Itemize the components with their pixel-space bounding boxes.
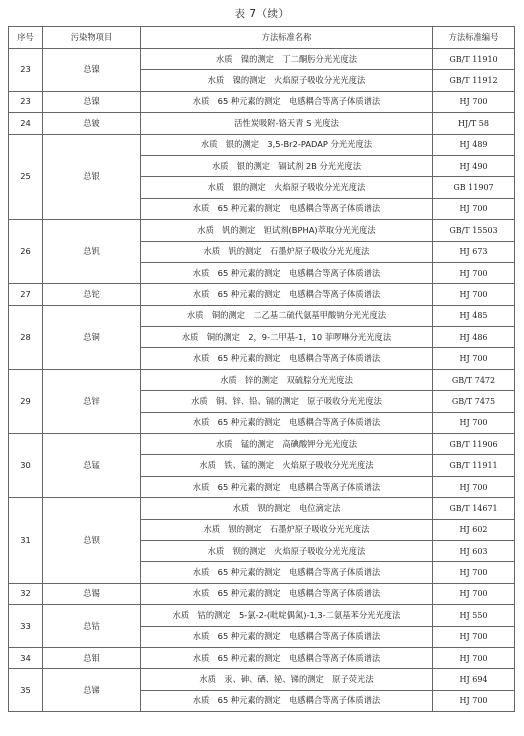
method-name-cell: 水质 65 种元素的测定 电感耦合等离子体质谱法: [141, 647, 433, 668]
method-name-cell: 水质 65 种元素的测定 电感耦合等离子体质谱法: [141, 412, 433, 433]
table-row: [9, 583, 515, 604]
method-code-cell: HJ 700: [433, 284, 515, 305]
method-code-cell: HJ 700: [433, 647, 515, 668]
table-row: [9, 669, 515, 690]
method-name-cell: 水质 铜、锌、铅、镉的测定 原子吸收分光光度法: [141, 391, 433, 412]
method-code-cell: HJ 700: [433, 348, 515, 369]
method-name-cell: 水质 65 种元素的测定 电感耦合等离子体质谱法: [141, 262, 433, 283]
header-pollutant-item: 污染物项目: [43, 27, 141, 49]
serial-no-cell: 23: [9, 91, 43, 112]
method-name-cell: 水质 65 种元素的测定 电感耦合等离子体质谱法: [141, 91, 433, 112]
method-name-cell: 水质 锰的测定 高碘酸钾分光光度法: [141, 434, 433, 455]
method-code-cell: GB/T 7472: [433, 369, 515, 390]
method-code-cell: HJ 700: [433, 476, 515, 497]
method-name-cell: 水质 锌的测定 双硫腙分光光度法: [141, 369, 433, 390]
table-row: [9, 284, 515, 305]
method-code-cell: HJ 486: [433, 327, 515, 348]
serial-no-cell: 34: [9, 647, 43, 668]
method-name-cell: 水质 65 种元素的测定 电感耦合等离子体质谱法: [141, 562, 433, 583]
table-row: [9, 647, 515, 668]
serial-no-cell: 25: [9, 134, 43, 220]
method-code-cell: HJ 673: [433, 241, 515, 262]
method-name-cell: 活性炭吸附-铬天青 S 光度法: [141, 113, 433, 134]
pollutant-item-cell: 总镍: [43, 91, 141, 112]
method-code-cell: HJ 700: [433, 583, 515, 604]
method-name-cell: 水质 65 种元素的测定 电感耦合等离子体质谱法: [141, 284, 433, 305]
pollutant-item-cell: 总钴: [43, 605, 141, 648]
method-code-cell: GB/T 11910: [433, 49, 515, 70]
serial-no-cell: 33: [9, 605, 43, 648]
method-code-cell: HJ 700: [433, 91, 515, 112]
method-code-cell: HJ 550: [433, 605, 515, 626]
method-code-cell: HJ 700: [433, 262, 515, 283]
method-name-cell: 水质 铜的测定 二乙基二硫代氨基甲酸钠分光光度法: [141, 305, 433, 326]
table-row: [9, 134, 515, 155]
method-code-cell: HJ 489: [433, 134, 515, 155]
table-row: [9, 113, 515, 134]
pollutant-item-cell: 总锡: [43, 583, 141, 604]
method-name-cell: 水质 钴的测定 5-氯-2-(吡啶偶氮)-1,3-二氨基苯分光光度法: [141, 605, 433, 626]
header-method-code: 方法标准编号: [433, 27, 515, 49]
method-code-cell: GB/T 7475: [433, 391, 515, 412]
method-name-cell: 水质 65 种元素的测定 电感耦合等离子体质谱法: [141, 583, 433, 604]
pollutant-item-cell: 总铜: [43, 305, 141, 369]
pollutant-item-cell: 总钒: [43, 220, 141, 284]
method-name-cell: 水质 铁、锰的测定 火焰原子吸收分光光度法: [141, 455, 433, 476]
pollutant-item-cell: 总银: [43, 134, 141, 220]
pollutant-item-cell: 总锰: [43, 434, 141, 498]
header-method-name: 方法标准名称: [141, 27, 433, 49]
pollutant-item-cell: 总锌: [43, 369, 141, 433]
method-name-cell: 水质 铜的测定 2，9-二甲基-1，10 菲啰啉分光光度法: [141, 327, 433, 348]
method-code-cell: HJ 485: [433, 305, 515, 326]
method-code-cell: HJ 603: [433, 540, 515, 561]
method-name-cell: 水质 钒的测定 钽试剂(BPHA)萃取分光光度法: [141, 220, 433, 241]
table-row: [9, 91, 515, 112]
method-code-cell: GB/T 14671: [433, 498, 515, 519]
method-code-cell: HJ 694: [433, 669, 515, 690]
serial-no-cell: 27: [9, 284, 43, 305]
table-header-row: [9, 27, 515, 49]
serial-no-cell: 28: [9, 305, 43, 369]
method-code-cell: HJ 602: [433, 519, 515, 540]
serial-no-cell: 31: [9, 498, 43, 584]
table-title: 表 7（续）: [234, 8, 290, 20]
method-name-cell: 水质 银的测定 火焰原子吸收分光光度法: [141, 177, 433, 198]
method-name-cell: 水质 银的测定 镉试剂 2B 分光光度法: [141, 155, 433, 176]
table-row: [9, 605, 515, 626]
method-name-cell: 水质 65 种元素的测定 电感耦合等离子体质谱法: [141, 476, 433, 497]
serial-no-cell: 23: [9, 49, 43, 92]
table-row: [9, 220, 515, 241]
header-serial-no: 序号: [9, 27, 43, 49]
method-code-cell: HJ 700: [433, 562, 515, 583]
method-name-cell: 水质 镍的测定 火焰原子吸收分光光度法: [141, 70, 433, 91]
table-row: [9, 49, 515, 70]
serial-no-cell: 35: [9, 669, 43, 712]
method-name-cell: 水质 银的测定 3,5-Br2-PADAP 分光光度法: [141, 134, 433, 155]
method-name-cell: 水质 钡的测定 石墨炉原子吸收分光光度法: [141, 519, 433, 540]
method-code-cell: HJ 700: [433, 626, 515, 647]
pollutant-item-cell: 总铊: [43, 284, 141, 305]
serial-no-cell: 30: [9, 434, 43, 498]
method-code-cell: GB/T 11906: [433, 434, 515, 455]
method-code-cell: HJ 490: [433, 155, 515, 176]
method-code-cell: HJ 700: [433, 690, 515, 711]
method-name-cell: 水质 钡的测定 火焰原子吸收分光光度法: [141, 540, 433, 561]
method-name-cell: 水质 汞、砷、硒、铋、锑的测定 原子荧光法: [141, 669, 433, 690]
serial-no-cell: 24: [9, 113, 43, 134]
method-code-cell: HJ/T 58: [433, 113, 515, 134]
method-name-cell: 水质 镍的测定 丁二酮肟分光光度法: [141, 49, 433, 70]
table-row: [9, 498, 515, 519]
table-row: [9, 305, 515, 326]
method-code-cell: GB/T 11911: [433, 455, 515, 476]
method-standards-table: [8, 26, 515, 712]
table-row: [9, 434, 515, 455]
method-code-cell: GB/T 15503: [433, 220, 515, 241]
pollutant-item-cell: 总铍: [43, 113, 141, 134]
pollutant-item-cell: 总钼: [43, 647, 141, 668]
method-code-cell: GB/T 11912: [433, 70, 515, 91]
pollutant-item-cell: 总锑: [43, 669, 141, 712]
pollutant-item-cell: 总钡: [43, 498, 141, 584]
table-row: [9, 369, 515, 390]
method-code-cell: GB 11907: [433, 177, 515, 198]
serial-no-cell: 29: [9, 369, 43, 433]
method-code-cell: HJ 700: [433, 412, 515, 433]
method-name-cell: 水质 65 种元素的测定 电感耦合等离子体质谱法: [141, 348, 433, 369]
serial-no-cell: 26: [9, 220, 43, 284]
serial-no-cell: 32: [9, 583, 43, 604]
method-name-cell: 水质 65 种元素的测定 电感耦合等离子体质谱法: [141, 626, 433, 647]
method-name-cell: 水质 65 种元素的测定 电感耦合等离子体质谱法: [141, 198, 433, 219]
method-name-cell: 水质 钒的测定 石墨炉原子吸收分光光度法: [141, 241, 433, 262]
method-name-cell: 水质 钡的测定 电位滴定法: [141, 498, 433, 519]
method-name-cell: 水质 65 种元素的测定 电感耦合等离子体质谱法: [141, 690, 433, 711]
method-code-cell: HJ 700: [433, 198, 515, 219]
pollutant-item-cell: 总镍: [43, 49, 141, 92]
